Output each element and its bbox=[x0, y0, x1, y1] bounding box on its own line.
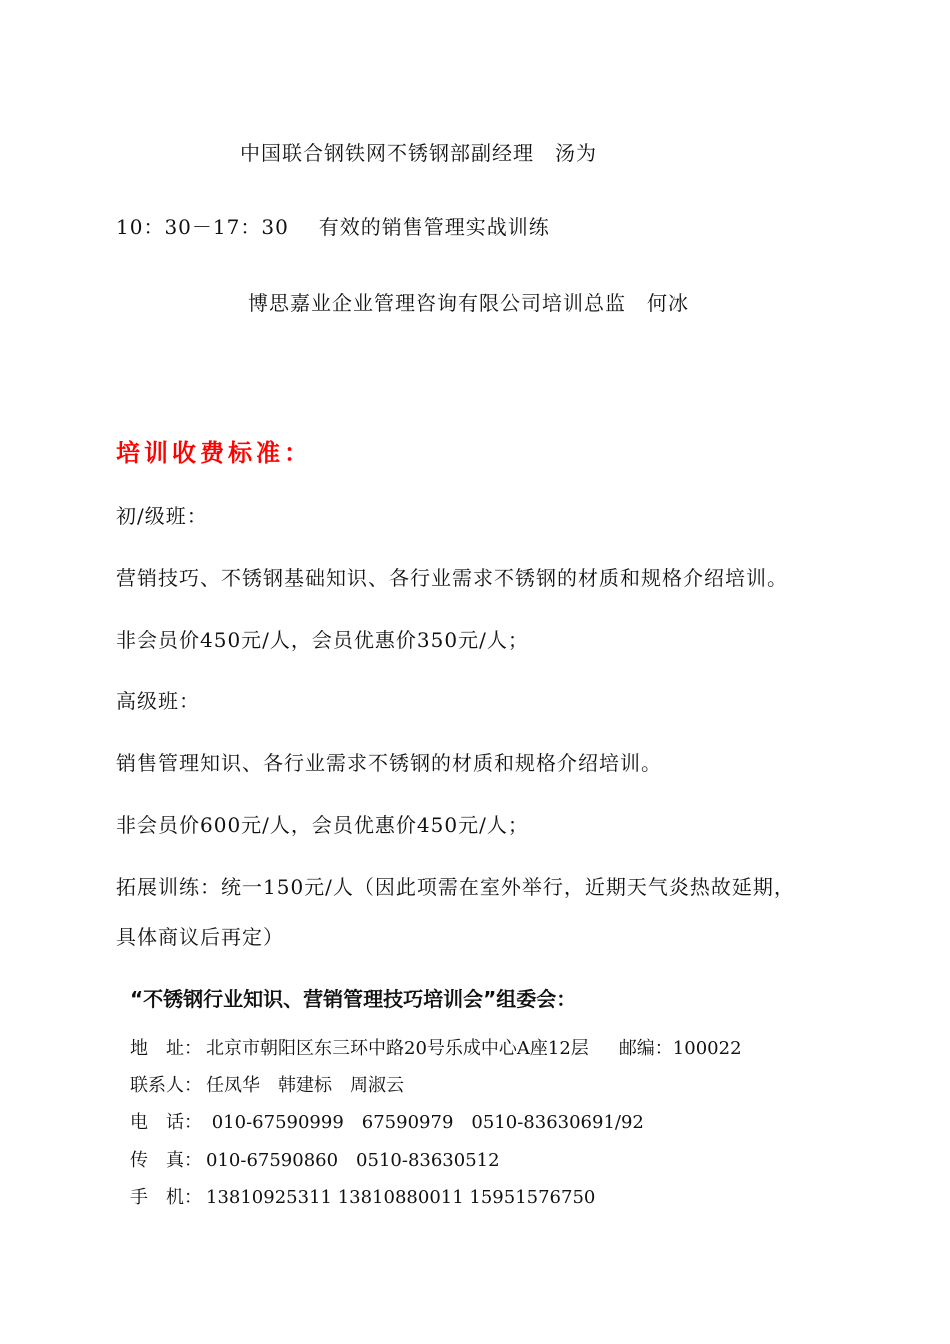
mobile-value: 13810925311 13810880011 15951576750 bbox=[206, 1187, 596, 1208]
fees-heading: 培训收费标准： bbox=[116, 439, 312, 467]
outdoor-training-line-2: 具体商议后再定） bbox=[116, 925, 284, 949]
address-label: 地 址： bbox=[130, 1038, 202, 1059]
contacts-value: 任凤华 韩建标 周淑云 bbox=[206, 1075, 404, 1096]
session-title: 有效的销售管理实战训练 bbox=[318, 215, 550, 239]
contacts-row bbox=[130, 1074, 404, 1098]
fax-value: 010-67590860 0510-83630512 bbox=[206, 1150, 500, 1171]
beginner-class-label: 初/级班： bbox=[116, 504, 208, 528]
fax-row bbox=[130, 1149, 500, 1173]
fax-label: 传 真： bbox=[130, 1150, 202, 1171]
speaker-line-1: 中国联合钢铁网不锈钢部副经理 汤为 bbox=[240, 141, 597, 165]
session-time: 10：30－17：30 bbox=[116, 215, 289, 239]
address-value: 北京市朝阳区东三环中路20号乐成中心A座12层 bbox=[206, 1038, 589, 1059]
advanced-class-label: 高级班： bbox=[116, 689, 200, 713]
outdoor-training-line-1: 拓展训练：统一150元/人（因此项需在室外举行，近期天气炎热故延期， bbox=[116, 875, 795, 899]
mobile-row bbox=[130, 1186, 595, 1210]
phone-label: 电 话： bbox=[130, 1112, 202, 1133]
beginner-class-content: 营销技巧、不锈钢基础知识、各行业需求不锈钢的材质和规格介绍培训。 bbox=[116, 566, 788, 590]
address-row bbox=[130, 1037, 742, 1061]
advanced-class-content: 销售管理知识、各行业需求不锈钢的材质和规格介绍培训。 bbox=[116, 751, 662, 775]
committee-title: “不锈钢行业知识、营销管理技巧培训会”组委会： bbox=[130, 987, 577, 1011]
phone-row bbox=[130, 1111, 644, 1135]
phone-value: 010-67590999 67590979 0510-83630691/92 bbox=[206, 1112, 644, 1133]
postcode: 邮编：100022 bbox=[618, 1038, 742, 1059]
speaker-line-2: 博思嘉业企业管理咨询有限公司培训总监 何冰 bbox=[248, 291, 689, 315]
contacts-label: 联系人： bbox=[130, 1075, 202, 1096]
session-line bbox=[116, 214, 550, 240]
advanced-class-price: 非会员价600元/人，会员优惠价450元/人； bbox=[116, 813, 529, 837]
beginner-class-price: 非会员价450元/人，会员优惠价350元/人； bbox=[116, 628, 529, 652]
mobile-label: 手 机： bbox=[130, 1187, 202, 1208]
